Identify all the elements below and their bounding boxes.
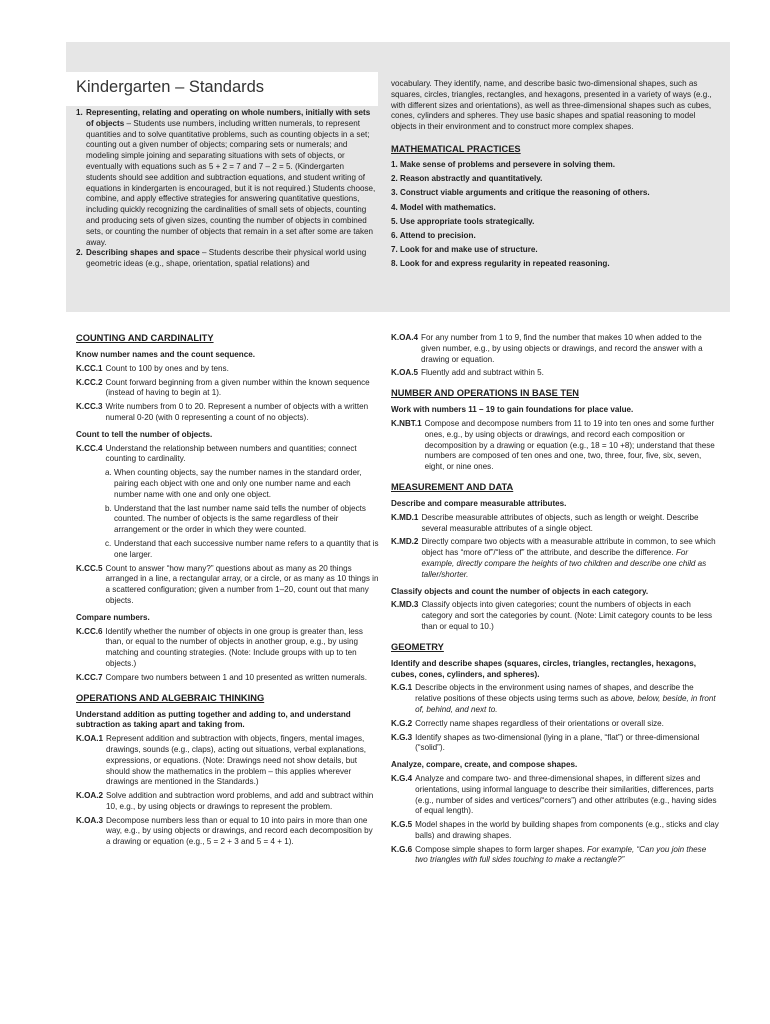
standard-k-oa-4: K.OA.4 For any number from 1 to 9, find the number that makes 10 when added to the given number, e.g., by using objects or drawings, and record the answer with a drawing or equation.: [391, 333, 703, 364]
standard-k-cc-2: K.CC.2 Count forward beginning from a given number within the known sequence (instead of having to begin at 1).: [76, 377, 370, 398]
cluster-heading: Classify objects and count the number of objects in each category.: [391, 586, 649, 596]
cluster-heading: Compare numbers.: [76, 612, 150, 622]
practice-item: 2. Reason abstractly and quantitatively.: [391, 174, 543, 184]
practice-item: 8. Look for and express regularity in repeated reasoning.: [391, 259, 610, 269]
standard-k-cc-3: K.CC.3 Write numbers from 0 to 20. Represent a number of objects with a written numeral 0-20 (with 0 representing a count of no objects).: [76, 402, 369, 422]
practice-item: 4. Model with mathematics.: [391, 202, 496, 212]
standard-k-cc-4a: a. When counting objects, say the number names in the standard order, pairing each object with one and only one number name and each number name with one and only one object.: [105, 468, 362, 499]
intro-right-column: [391, 79, 721, 273]
standard-k-md-2: K.MD.2 Directly compare two objects with a measurable attribute in common, to see which object has “more of”/“less of” the attribute, and describe the difference. For example, directly compare the heights of two children and describe one child as taller/shorter.: [391, 537, 716, 579]
practices-heading: MATHEMATICAL PRACTICES: [391, 143, 521, 154]
cluster-heading: Describe and compare measurable attributes.: [391, 498, 567, 508]
practice-item: 5. Use appropriate tools strategically.: [391, 216, 535, 226]
cluster-heading: Work with numbers 11 – 19 to gain foundations for place value.: [391, 405, 634, 415]
intro-item-1: 1. Representing, relating and operating on whole numbers, initially with sets of objects – Students use numbers, including written numerals, to represent quantities and to solve quantitative problems, such as counting objects in a set; counting out a given number of objects; comparing sets or numerals; and modeling simple joining and separating situations with sets of objects, or eventually with equations such as 5 + 2 = 7 and 7 – 2 = 5. (Kindergarten students should see addition and subtraction equations, and student writing of equations in kindergarten is encouraged, but it is not required.) Students choose, combine, and apply effective strategies for answering quantitative questions, including quickly recognizing the cardinalities of small sets of objects, counting and producing sets of given sizes, counting the number of objects in combined sets, or counting the number of objects that remain in a set after some are taken away.: [76, 108, 376, 247]
section-heading-geometry: GEOMETRY: [391, 641, 444, 652]
standard-k-cc-4c: c. Understand that each successive number name refers to a quantity that is one larger.: [105, 538, 379, 559]
practice-item: 3. Construct viable arguments and critique the reasoning of others.: [391, 188, 650, 198]
standard-k-g-5: K.G.5 Model shapes in the world by building shapes from components (e.g., sticks and clay balls) and drawing shapes.: [391, 820, 719, 840]
standard-k-g-2: K.G.2 Correctly name shapes regardless of their orientations or overall size.: [391, 718, 664, 728]
practice-item: 7. Look for and make use of structure.: [391, 245, 538, 255]
intro-continued-paragraph: vocabulary. They identify, name, and describe basic two-dimensional shapes, such as squares, circles, triangles, rectangles, and hexagons, presented in a variety of ways (e.g., with different sizes and orientations), as well as three-dimensional shapes such as cubes, cones, cylinders and spheres. They use basic shapes and spatial reasoning to model objects in their environment and to construct more complex shapes.: [391, 79, 712, 132]
cluster-heading: Understand addition as putting together and adding to, and understand subtraction as taking apart and taking from.: [76, 709, 351, 730]
section-heading-base-ten: NUMBER AND OPERATIONS IN BASE TEN: [391, 388, 580, 399]
section-heading-measurement: MEASUREMENT AND DATA: [391, 481, 514, 492]
standard-k-oa-1: K.OA.1 Represent addition and subtraction with objects, fingers, mental images, drawings, sounds (e.g., claps), acting out situations, verbal explanations, expressions, or equations. (Note: Drawings need not show details, but should show the mathematics in the problem – this applies wherever drawings are mentioned in the Standards.): [76, 734, 367, 787]
cluster-heading: Identify and describe shapes (squares, circles, triangles, rectangles, hexagons, cubes, cones, cylinders, and spheres).: [391, 658, 696, 679]
main-left-column: [76, 333, 379, 851]
standard-k-nbt-1: K.NBT.1 Compose and decompose numbers from 11 to 19 into ten ones and some further ones, e.g., by using objects or drawings, and record each composition or decomposition by a drawing or equation (e.g., 18 = 10 +8); understand that these numbers are composed of ten ones and one, two, three, four, five, six, seven, eight, or nine ones.: [391, 418, 715, 472]
section-heading-operations: OPERATIONS AND ALGEBRAIC THINKING: [76, 692, 265, 703]
intro-item-2: 2. Describing shapes and space – Students describe their physical world using geometric ideas (e.g., shape, orientation, spatial relations) and: [76, 248, 367, 269]
standard-k-cc-5: K.CC.5 Count to answer “how many?” questions about as many as 20 things arranged in a line, a rectangular array, or a circle, or as many as 10 things in a scattered configuration; given a number from 1–20, count out that many objects.: [76, 563, 379, 605]
section-heading-counting: COUNTING AND CARDINALITY: [76, 333, 214, 343]
standard-k-md-1: K.MD.1 Describe measurable attributes of objects, such as length or weight. Describe several measurable attributes of a single object.: [391, 512, 699, 533]
standard-k-oa-2: K.OA.2 Solve addition and subtraction word problems, and add and subtract within 10, e.g., by using objects or drawings to represent the problem.: [76, 791, 374, 811]
cluster-heading: Analyze, compare, create, and compose shapes.: [391, 760, 578, 770]
cluster-heading: Count to tell the number of objects.: [76, 429, 213, 439]
standard-k-cc-1: K.CC.1 Count to 100 by ones and by tens.: [76, 363, 229, 373]
cluster-heading: Know number names and the count sequence.: [76, 350, 255, 359]
standard-k-md-3: K.MD.3 Classify objects into given categories; count the numbers of objects in each category and sort the categories by count. (Note: Limit category counts to be less than or equal to 10.): [391, 600, 713, 631]
practice-item: 1. Make sense of problems and persevere in solving them.: [391, 159, 616, 169]
standard-k-g-3: K.G.3 Identify shapes as two-dimensional (lying in a plane, “flat”) or three-dimensional (“solid”).: [391, 732, 700, 753]
standard-k-oa-3: K.OA.3 Decompose numbers less than or equal to 10 into pairs in more than one way, e.g., by using objects or drawings, and record each decomposition by a drawing or equation (e.g., 5 = 2 + 3 and 5 = 4 + 1).: [76, 815, 373, 847]
standard-k-cc-7: K.CC.7 Compare two numbers between 1 and 10 presented as written numerals.: [76, 672, 367, 682]
standard-k-cc-4b: b. Understand that the last number name said tells the number of objects counted. The number of objects is the same regardless of their arrangement or the order in which they were counted.: [105, 503, 366, 535]
standard-k-cc-4: K.CC.4 Understand the relationship between numbers and quantities; connect counting to cardinality.: [76, 443, 357, 464]
main-right-column: [391, 333, 721, 869]
practice-item: 6. Attend to precision.: [391, 230, 476, 240]
standard-k-cc-6: K.CC.6 Identify whether the number of objects in one group is greater than, less than, or equal to the number of objects in another group, e.g., by using matching and counting strategies. (Note: Include groups with up to ten objects.): [76, 626, 363, 668]
standard-k-oa-5: K.OA.5 Fluently add and subtract within 5.: [391, 368, 544, 378]
page-title: Kindergarten – Standards: [76, 78, 265, 96]
standard-k-g-1: K.G.1 Describe objects in the environment using names of shapes, and describe the relative positions of these objects using terms such as above, below, beside, in front of, behind, and next to.: [391, 683, 716, 714]
standard-k-g-6: K.G.6 Compose simple shapes to form larger shapes. For example, “Can you join these two triangles with full sides touching to make a rectangle?”: [391, 844, 707, 865]
intro-left-column: [76, 108, 376, 270]
standard-k-g-4: K.G.4 Analyze and compare two- and three-dimensional shapes, in different sizes and orientations, using informal language to describe their similarities, differences, parts (e.g., number of sides and vertices/“corners”) and other attributes (e.g., having sides of equal length).: [391, 773, 717, 816]
practices-list: [391, 160, 721, 270]
